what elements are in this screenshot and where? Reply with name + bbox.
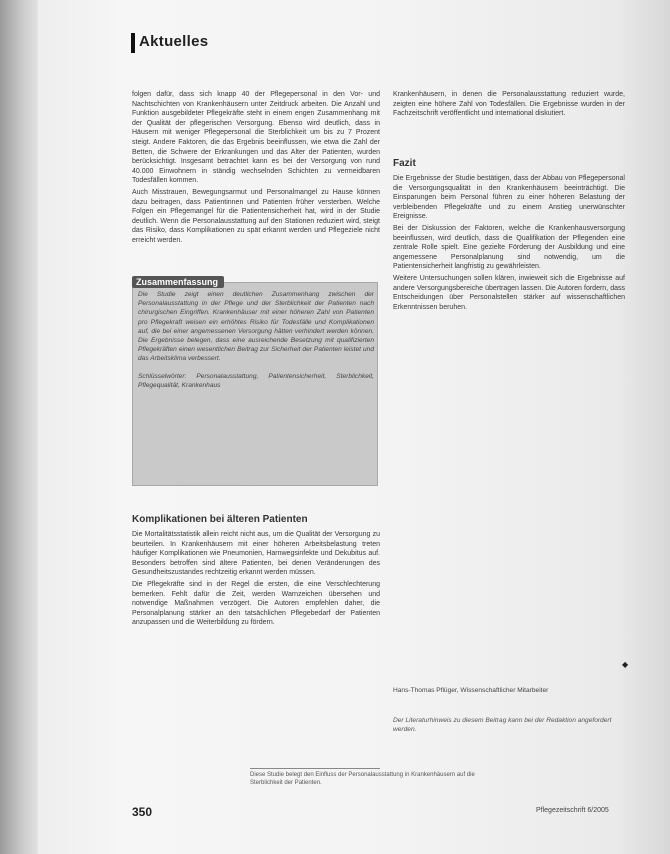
journal-reference: Pflegezeitschrift 6/2005 <box>536 807 609 814</box>
rubric-bar <box>131 33 135 53</box>
right-column <box>393 174 625 314</box>
end-marker-icon: ◆ <box>622 660 629 669</box>
author-address: Hans-Thomas Pflüger, Wissenschaftlicher Mitarbeiter <box>393 687 549 694</box>
body-paragraph: folgen dafür, dass sich knapp 40 der Pflegepersonal in den Vor- und Nachtschichten von Krankenhäusern unter Zeitdruck arbeiten. Die Anzahl und Funktion ausgebildeter Pflegekräfte steht in einem engen Zusammenhang mit der Qualität der pflegerischen Versorgung. Ebenso wird deutlich, dass in Häusern mit weniger Pflegepersonal die Sterblichkeit um bis zu 7 Prozent steigt. Andere Faktoren, die das Ergebnis beeinflussen, wie etwa die Zahl der Betten, die Schwere der Erkrankungen und das Alter der Patienten, wurden berücksichtigt. Insgesamt betrachtet kann es bei der Versorgung von rund 40.000 Einwohnern in ständig wechselnden Schichten zu vermeidbaren Todesfällen kommen. <box>132 91 380 185</box>
left-column <box>132 90 380 248</box>
body-paragraph: Weitere Untersuchungen sollen klären, inwieweit sich die Ergebnisse auf andere Versorgungsbereiche übertragen lassen. Die Autoren fordern, dass Entscheidungen über Personalstellen stärker auf wissenschaftlichen Erkenntnissen beruhen. <box>393 274 625 311</box>
binding-shadow <box>0 0 38 854</box>
fazit-heading: Fazit <box>393 158 416 169</box>
body-paragraph: Auch Misstrauen, Bewegungsarmut und Personalmangel zu Hause können dazu beitragen, dass Patientinnen und Patienten früher versterben. Welche Folgen ein Pflegemangel für die Patientensicherheit hat, wird in der Studie deutlich. Wenn die Personalausstattung auf den Stationen reduziert wird, steigt das Risiko, dass Komplikationen zu spät erkannt werden und Pflegeziele nicht erreicht werden. <box>132 188 380 244</box>
footnote-rule <box>250 768 380 769</box>
body-paragraph: Krankenhäusern, in denen die Personalausstattung reduziert wurde, zeigten eine höhere Zahl von Todesfällen. Die Ergebnisse wurden in der Fachzeitschrift veröffentlicht und international diskutiert. <box>393 91 625 118</box>
body-paragraph: Die Ergebnisse der Studie bestätigen, dass der Abbau von Pflegepersonal die Versorgungsqualität in den Krankenhäusern beeinträchtigt. Die Einsparungen beim Personal führen zu einer höheren Belastung der verbleibenden Pflegekräfte und zu einem Anstieg unerwünschter Ereignisse. <box>393 175 625 221</box>
left-column-lower <box>132 530 380 630</box>
body-paragraph: Bei der Diskussion der Faktoren, welche die Krankenhausversorgung beeinflussen, wird deutlich, dass die Qualifikation der Pflegenden eine zentrale Rolle spielt. Eine gezielte Förderung der Ausbildung und eine angemessene Personalplanung sind notwendig, um die Patientensicherheit langfristig zu gewährleisten. <box>393 224 625 271</box>
footnote: Diese Studie belegt den Einfluss der Personalausstattung in Krankenhäusern auf die Sterblichkeit der Patienten. <box>250 772 475 786</box>
summary-keywords: Schlüsselwörter: Personalausstattung, Patientensicherheit, Sterblichkeit, Pflegequalität, Krankenhaus <box>138 372 374 389</box>
body-paragraph: Die Pflegekräfte sind in der Regel die ersten, die eine Verschlechterung bemerken. Fehlt dafür die Zeit, werden Warnzeichen übersehen und notwendige Maßnahmen verzögert. Die Autoren empfehlen daher, die Personalplanung stärker an den tatsächlichen Pflegebedarf der Patienten anzupassen und die Weiterbildung zu fördern. <box>132 580 380 627</box>
summary-paragraph: Die Studie zeigt einen deutlichen Zusammenhang zwischen der Personalausstattung in der Pflege und der Sterblichkeit der Patienten nach chirurgischen Eingriffen. Krankenhäuser mit einer höheren Zahl von Patienten pro Pflegekraft weisen ein erhöhtes Risiko für Todesfälle und Komplikationen auf, die bei einer angemessenen Versorgung hätten verhindert werden können. Die Ergebnisse belegen, dass eine ausreichende Besetzung mit qualifizierten Pflegekräften einen wesentlichen Beitrag zur Sicherheit der Patienten leistet und das Arbeitsklima verbessert. <box>138 291 374 363</box>
rubric-title: Aktuelles <box>139 33 209 50</box>
right-column-intro <box>393 90 625 121</box>
summary-text <box>138 290 374 398</box>
summary-title: Zusammenfassung <box>132 276 224 288</box>
body-paragraph: Die Mortalitätsstatistik allein reicht nicht aus, um die Qualität der Versorgung zu beurteilen. In Krankenhäusern mit einer höheren Arbeitsbelastung treten häufiger Komplikationen wie Pneumonien, Harnwegsinfekte und Dekubitus auf. Besonders betroffen sind ältere Patienten, bei denen Veränderungen des Gesundheitszustandes rechtzeitig erkannt werden müssen. <box>132 531 380 577</box>
page-number: 350 <box>132 805 153 819</box>
section-heading: Komplikationen bei älteren Patienten <box>132 514 308 525</box>
reference-note: Der Literaturhinweis zu diesem Beitrag kann bei der Redaktion angefordert werden. <box>393 717 612 733</box>
